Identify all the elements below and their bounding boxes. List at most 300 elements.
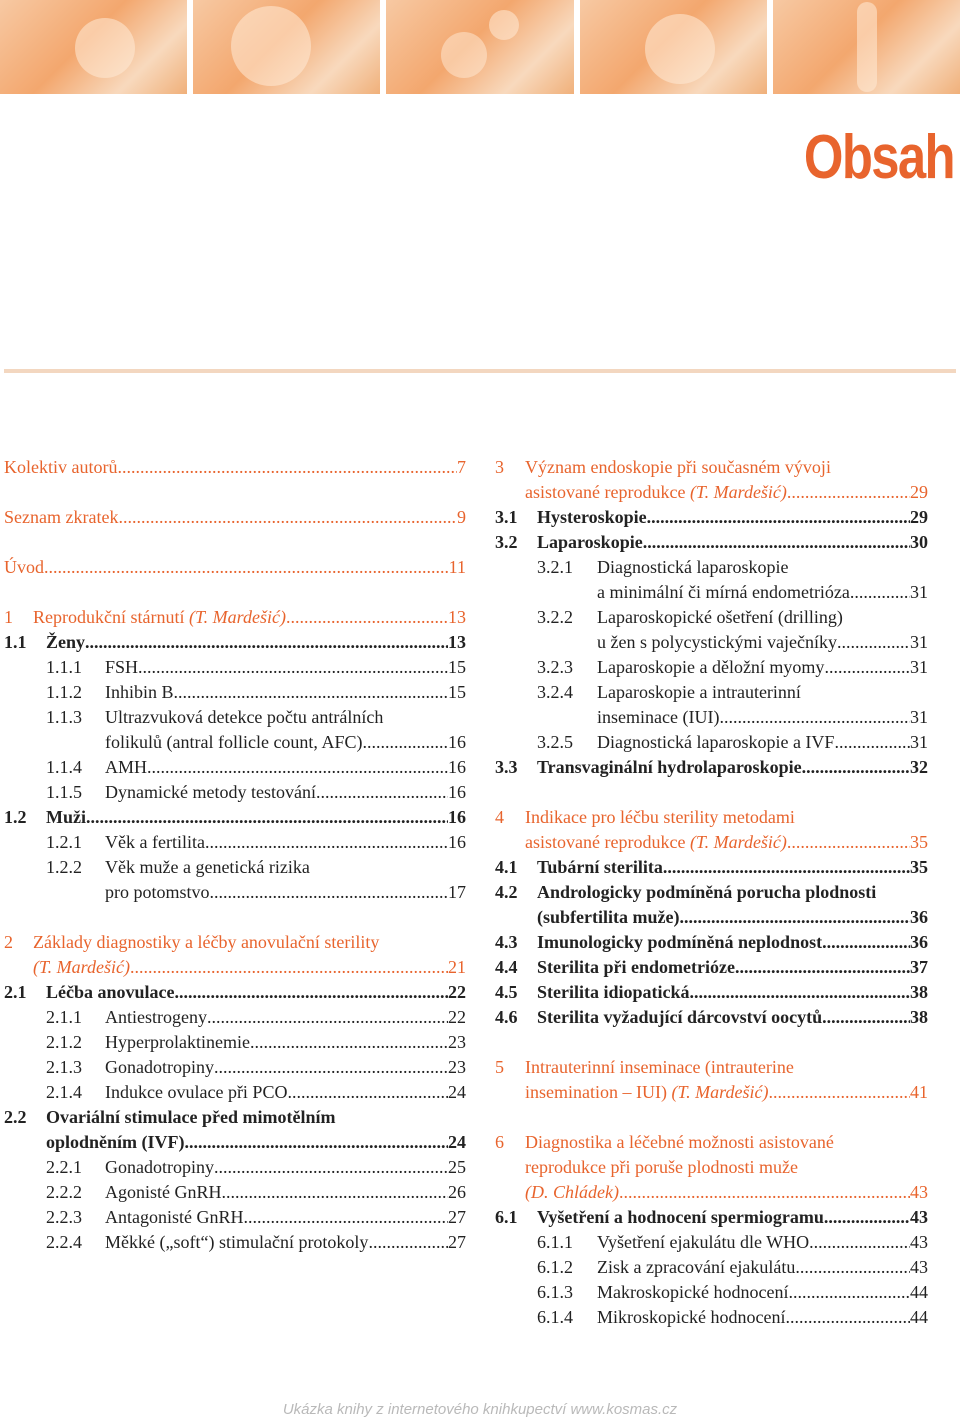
- toc-entry-line: [46, 980, 466, 1005]
- toc-entry: [495, 755, 928, 780]
- toc-entry-text: [537, 755, 928, 780]
- toc-entry-title: Diagnostická laparoskopie a IVF: [597, 732, 835, 752]
- toc-entry-author: (D. Chládek): [525, 1182, 619, 1202]
- toc-entry-title: Inhibin B: [105, 682, 174, 702]
- toc-spacer: [4, 530, 466, 555]
- toc-entry-author: (T. Mardešić): [33, 957, 130, 977]
- toc-entry: [495, 605, 928, 655]
- toc-entry-page: 35: [910, 857, 928, 877]
- toc-entry-line: [105, 1205, 466, 1230]
- leader-dots: [214, 1155, 448, 1180]
- toc-entry-line: [4, 505, 466, 530]
- leader-dots: [130, 955, 448, 980]
- toc-entry-number: 2.2.4: [46, 1232, 82, 1252]
- toc-entry-page: 31: [910, 732, 928, 752]
- toc-entry-title: Makroskopické hodnocení: [597, 1282, 789, 1302]
- toc-entry-line: Diagnostika a léčebné možnosti asistované: [525, 1132, 834, 1152]
- toc-entry-text: [105, 830, 466, 855]
- toc-entry-text: [537, 880, 928, 930]
- toc-entry: [4, 605, 466, 630]
- toc-entry-text: [105, 780, 466, 805]
- toc-entry: [4, 655, 466, 680]
- toc-entry-text: [537, 980, 928, 1005]
- leader-dots: [214, 1055, 448, 1080]
- toc-entry-number: 2.2: [4, 1107, 27, 1127]
- leader-dots: [287, 1080, 448, 1105]
- toc-entry-title: asistované reprodukce: [525, 832, 686, 852]
- leader-dots: [834, 730, 910, 755]
- toc-entry-text: [537, 955, 928, 980]
- leader-dots: [850, 580, 910, 605]
- toc-entry-title: Věk a fertilita: [105, 832, 205, 852]
- toc-entry-line: Věk muže a genetická rizika: [105, 857, 310, 877]
- toc-entry-page: 27: [448, 1207, 466, 1227]
- toc-entry-page: 41: [910, 1082, 928, 1102]
- toc-entry-line: [597, 1230, 928, 1255]
- leader-dots: [785, 1305, 910, 1330]
- leader-dots: [802, 755, 910, 780]
- toc-entry-page: 22: [448, 982, 466, 1002]
- toc-entry-line: [537, 980, 928, 1005]
- toc-entry-number: 3.1: [495, 507, 518, 527]
- toc-entry-line: Ovariální stimulace před mimotělním: [46, 1107, 336, 1127]
- toc-entry: [4, 1155, 466, 1180]
- toc-entry-text: [105, 1205, 466, 1230]
- toc-entry-text: [105, 705, 466, 755]
- toc-entry: [4, 505, 466, 530]
- toc-entry-line: Intrauterinní inseminace (intrauterine: [525, 1057, 794, 1077]
- toc-spacer: [4, 580, 466, 605]
- toc-entry-number: 2: [4, 932, 13, 952]
- toc-entry-page: 13: [448, 632, 466, 652]
- leader-dots: [679, 905, 910, 930]
- toc-entry-line: [105, 1230, 466, 1255]
- toc-entry: [495, 855, 928, 880]
- toc-entry-page: 9: [457, 507, 466, 527]
- toc-entry-number: 1.1.2: [46, 682, 82, 702]
- toc-entry-number: 1.2.1: [46, 832, 82, 852]
- toc-entry-page: 21: [448, 957, 466, 977]
- header-photo-strip: [0, 0, 960, 94]
- toc-entry-text: [597, 730, 928, 755]
- toc-entry-page: 38: [910, 1007, 928, 1027]
- leader-dots: [362, 730, 448, 755]
- toc-entry-number: 6: [495, 1132, 504, 1152]
- toc-entry: [495, 1305, 928, 1330]
- toc-entry-number: 3.2.2: [537, 607, 573, 627]
- toc-entry-title: Úvod: [4, 557, 44, 577]
- toc-entry: [495, 1280, 928, 1305]
- toc-entry-number: 2.1: [4, 982, 27, 1002]
- toc-entry-page: 16: [448, 757, 466, 777]
- toc-entry: [495, 505, 928, 530]
- toc-entry-number: 6.1.4: [537, 1307, 573, 1327]
- toc-entry-line: [105, 1005, 466, 1030]
- toc-entry: [495, 655, 928, 680]
- toc-entry-number: 4: [495, 807, 504, 827]
- toc-entry-text: [105, 1180, 466, 1205]
- toc-entry-page: 27: [448, 1232, 466, 1252]
- toc-entry: [4, 930, 466, 980]
- leader-dots: [787, 830, 910, 855]
- leader-dots: [822, 1005, 910, 1030]
- toc-entry-page: 43: [910, 1207, 928, 1227]
- toc-entry-text: [537, 1205, 928, 1230]
- toc-entry-title: FSH: [105, 657, 139, 677]
- toc-entry: [495, 1255, 928, 1280]
- toc-entry-line: [597, 705, 928, 730]
- toc-entry: [4, 1230, 466, 1255]
- leader-dots: [316, 780, 448, 805]
- toc-entry-title: asistované reprodukce: [525, 482, 686, 502]
- leader-dots: [86, 805, 448, 830]
- toc-entry-title: insemination – IUI): [525, 1082, 667, 1102]
- toc-entry-title: Gonadotropiny: [105, 1057, 214, 1077]
- toc-entry-text: [537, 930, 928, 955]
- toc-entry-number: 3.2.5: [537, 732, 573, 752]
- leader-dots: [205, 830, 448, 855]
- toc-entry-title: u žen s polycystickými vaječníky: [597, 632, 837, 652]
- toc-entry-line: [105, 655, 466, 680]
- toc-entry-title: Seznam zkratek: [4, 507, 119, 527]
- toc-entry-page: 16: [448, 732, 466, 752]
- toc-entry-author: (T. Mardešić): [689, 482, 787, 502]
- leader-dots: [795, 1255, 910, 1280]
- leader-dots: [619, 1180, 910, 1205]
- toc-entry: [495, 555, 928, 605]
- leader-dots: [788, 1280, 910, 1305]
- leader-dots: [210, 880, 448, 905]
- toc-entry-number: 4.1: [495, 857, 518, 877]
- toc-entry-line: [597, 1280, 928, 1305]
- toc-entry-number: 1.1.3: [46, 707, 82, 727]
- toc-entry: [4, 980, 466, 1005]
- toc-entry-line: [537, 1005, 928, 1030]
- toc-entry-title: (subfertilita muže): [537, 907, 680, 927]
- leader-dots: [117, 455, 457, 480]
- toc-entry: [4, 630, 466, 655]
- toc-entry: [4, 705, 466, 755]
- toc-entry-title: Transvaginální hydrolaparoskopie: [537, 757, 802, 777]
- toc-entry-number: 1.2.2: [46, 857, 82, 877]
- toc-entry-author: (T. Mardešić): [671, 1082, 769, 1102]
- toc-entry-number: 1.1.5: [46, 782, 82, 802]
- toc-entry-line: [537, 930, 928, 955]
- toc-entry: [495, 455, 928, 505]
- header-photo-5: [773, 0, 960, 94]
- toc-entry-page: 17: [448, 882, 466, 902]
- toc-entry-title: Ženy: [46, 632, 86, 652]
- toc-entry-title: Antiestrogeny: [105, 1007, 207, 1027]
- toc-entry-text: [537, 530, 928, 555]
- toc-entry-text: [537, 505, 928, 530]
- toc-entry-author: (T. Mardešić): [689, 832, 787, 852]
- toc-entry-text: [597, 1255, 928, 1280]
- toc-entry-line: [537, 755, 928, 780]
- toc-entry: [4, 805, 466, 830]
- toc-entry: [4, 455, 466, 480]
- toc-entry-line: [46, 630, 466, 655]
- leader-dots: [735, 955, 910, 980]
- toc-entry-page: 7: [457, 457, 466, 477]
- toc-entry-line: [105, 1030, 466, 1055]
- toc-entry-text: [525, 805, 928, 855]
- toc-entry-text: [33, 930, 466, 980]
- toc-entry: [4, 780, 466, 805]
- toc-entry-line: [105, 680, 466, 705]
- toc-entry: [495, 530, 928, 555]
- toc-entry-page: 15: [448, 682, 466, 702]
- toc-entry-title: pro potomstvo: [105, 882, 210, 902]
- toc-entry-page: 11: [448, 557, 466, 577]
- toc-entry-title: Laparoskopie: [537, 532, 643, 552]
- toc-entry: [495, 805, 928, 855]
- toc-entry-title: Tubární sterilita: [537, 857, 663, 877]
- toc-entry-text: [597, 555, 928, 605]
- toc-entry-text: [105, 1230, 466, 1255]
- toc-entry-line: Laparoskopické ošetření (drilling): [597, 607, 843, 627]
- toc-entry: [495, 680, 928, 730]
- leader-dots: [822, 930, 910, 955]
- toc-entry-author: (T. Mardešić): [188, 607, 286, 627]
- leader-dots: [690, 980, 911, 1005]
- toc-entry-page: 24: [448, 1082, 466, 1102]
- toc-entry-number: 6.1.3: [537, 1282, 573, 1302]
- toc-entry-line: [105, 880, 466, 905]
- toc-entry-page: 31: [910, 657, 928, 677]
- toc-entry-number: 4.4: [495, 957, 518, 977]
- toc-entry-line: [105, 755, 466, 780]
- toc-entry-number: 4.5: [495, 982, 518, 1002]
- toc-entry-number: 2.1.3: [46, 1057, 82, 1077]
- toc-entry-title: a minimální či mírná endometrióza: [597, 582, 850, 602]
- toc-entry-text: [105, 1030, 466, 1055]
- toc-entry-line: Základy diagnostiky a léčby anovulační sterility: [33, 932, 380, 952]
- toc-entry-line: [597, 730, 928, 755]
- toc-entry-line: reprodukce při poruše plodnosti muže: [525, 1157, 798, 1177]
- leader-dots: [787, 480, 910, 505]
- toc-entry: [495, 880, 928, 930]
- toc-entry-title: Zisk a zpracování ejakulátu: [597, 1257, 796, 1277]
- toc-entry-page: 43: [910, 1232, 928, 1252]
- toc-entry-line: Andrologicky podmíněná porucha plodnosti: [537, 882, 877, 902]
- toc-entry-text: [105, 1155, 466, 1180]
- toc-entry-page: 31: [910, 707, 928, 727]
- toc-entry-line: [525, 1180, 928, 1205]
- toc-entry-page: 15: [448, 657, 466, 677]
- toc-entry-title: Antagonisté GnRH: [105, 1207, 244, 1227]
- toc-entry-line: [537, 855, 928, 880]
- toc-entry-text: [597, 680, 928, 730]
- toc-entry-line: [105, 730, 466, 755]
- leader-dots: [824, 655, 910, 680]
- toc-entry-page: 24: [448, 1132, 466, 1152]
- toc-entry-page: 32: [910, 757, 928, 777]
- toc-entry-title: Hyperprolaktinemie: [105, 1032, 250, 1052]
- toc-entry-line: [105, 830, 466, 855]
- toc-entry-line: Laparoskopie a intrauterinní: [597, 682, 801, 702]
- divider: [4, 369, 956, 373]
- toc-entry-page: 43: [910, 1182, 928, 1202]
- leader-dots: [809, 1230, 910, 1255]
- toc-entry-page: 16: [448, 807, 466, 827]
- toc-entry: [495, 955, 928, 980]
- toc-entry-line: [46, 805, 466, 830]
- leader-dots: [368, 1230, 448, 1255]
- leader-dots: [286, 605, 448, 630]
- toc-entry: [495, 1130, 928, 1205]
- toc-entry-line: Ultrazvuková detekce počtu antrálních: [105, 707, 384, 727]
- toc-entry: [4, 680, 466, 705]
- toc-entry-line: [4, 455, 466, 480]
- leader-dots: [663, 855, 910, 880]
- toc-entry-number: 4.3: [495, 932, 518, 952]
- toc-entry-number: 1.1.4: [46, 757, 82, 777]
- toc-entry: [4, 1180, 466, 1205]
- toc-entry-text: [597, 1230, 928, 1255]
- toc-entry-title: Mikroskopické hodnocení: [597, 1307, 786, 1327]
- toc-entry-text: [4, 555, 466, 580]
- toc-entry-title: folikulů (antral follicle count, AFC): [105, 732, 363, 752]
- toc-entry: [495, 1055, 928, 1105]
- toc-entry-line: [597, 630, 928, 655]
- leader-dots: [824, 1205, 910, 1230]
- toc-entry-page: 22: [448, 1007, 466, 1027]
- toc-entry-line: [46, 1130, 466, 1155]
- toc-entry: [4, 1080, 466, 1105]
- toc-entry-number: 4.6: [495, 1007, 518, 1027]
- toc-spacer: [495, 1105, 928, 1130]
- toc-entry-title: Sterilita vyžadující dárcovství oocytů: [537, 1007, 823, 1027]
- toc-spacer: [495, 1030, 928, 1055]
- leader-dots: [837, 630, 910, 655]
- toc-entry: [4, 1030, 466, 1055]
- toc-entry-page: 16: [448, 832, 466, 852]
- leader-dots: [44, 555, 449, 580]
- toc-entry-title: AMH: [105, 757, 148, 777]
- toc-entry-number: 1.1.1: [46, 657, 82, 677]
- toc-entry-title: Kolektiv autorů: [4, 457, 118, 477]
- header-photo-1: [0, 0, 187, 94]
- toc-entry-title: Vyšetření ejakulátu dle WHO: [597, 1232, 810, 1252]
- toc-entry-line: [105, 1155, 466, 1180]
- toc-entry-line: Indikace pro léčbu sterility metodami: [525, 807, 795, 827]
- toc-entry-title: Gonadotropiny: [105, 1157, 214, 1177]
- toc-entry-text: [525, 1130, 928, 1205]
- toc-entry-text: [525, 455, 928, 505]
- toc-entry-number: 2.1.1: [46, 1007, 82, 1027]
- toc-entry-text: [105, 1055, 466, 1080]
- toc-entry: [4, 1005, 466, 1030]
- toc-entry-title: Hysteroskopie: [537, 507, 647, 527]
- toc-entry-number: 3: [495, 457, 504, 477]
- header-photo-2: [193, 0, 380, 94]
- leader-dots: [768, 1080, 910, 1105]
- toc-entry: [495, 730, 928, 755]
- toc-entry: [495, 980, 928, 1005]
- toc-entry-line: [105, 1055, 466, 1080]
- header-photo-4: [580, 0, 767, 94]
- leader-dots: [207, 1005, 448, 1030]
- toc-entry-page: 16: [448, 782, 466, 802]
- toc-entry-text: [537, 1005, 928, 1030]
- toc-entry-line: [105, 1080, 466, 1105]
- toc-entry-text: [537, 855, 928, 880]
- toc-entry-line: [537, 1205, 928, 1230]
- toc-entry-text: [105, 1005, 466, 1030]
- toc-entry-line: [105, 780, 466, 805]
- toc-entry-title: Léčba anovulace: [46, 982, 175, 1002]
- leader-dots: [719, 705, 910, 730]
- toc-entry-page: 35: [910, 832, 928, 852]
- toc-entry-number: 2.1.4: [46, 1082, 82, 1102]
- toc-entry-text: [597, 655, 928, 680]
- toc-entry-title: Dynamické metody testování: [105, 782, 316, 802]
- toc-entry-title: Muži: [46, 807, 86, 827]
- toc-entry: [495, 930, 928, 955]
- toc-entry-text: [33, 605, 466, 630]
- toc-entry-page: 26: [448, 1182, 466, 1202]
- leader-dots: [244, 1205, 449, 1230]
- toc-entry: [4, 830, 466, 855]
- toc-entry: [4, 555, 466, 580]
- toc-entry-line: [537, 905, 928, 930]
- toc-entry-text: [46, 805, 466, 830]
- toc-spacer: [495, 780, 928, 805]
- leader-dots: [85, 630, 448, 655]
- leader-dots: [643, 530, 910, 555]
- toc-entry-page: 44: [910, 1307, 928, 1327]
- toc-entry: [4, 1205, 466, 1230]
- toc-entry-number: 6.1.1: [537, 1232, 573, 1252]
- toc-entry-number: 6.1.2: [537, 1257, 573, 1277]
- toc-entry-number: 3.3: [495, 757, 518, 777]
- leader-dots: [138, 655, 448, 680]
- toc-entry-page: 44: [910, 1282, 928, 1302]
- toc-left-column: [4, 455, 466, 1255]
- leader-dots: [185, 1130, 448, 1155]
- toc-entry-title: Sterilita idiopatická: [537, 982, 690, 1002]
- toc-entry-title: Reprodukční stárnutí: [33, 607, 185, 627]
- toc-entry-text: [525, 1055, 928, 1105]
- toc-entry-text: [4, 505, 466, 530]
- toc-entry-title: Měkké („soft“) stimulační protokoly: [105, 1232, 369, 1252]
- toc-entry-title: Laparoskopie a děložní myomy: [597, 657, 825, 677]
- leader-dots: [147, 755, 448, 780]
- toc-entry-title: inseminace (IUI): [597, 707, 720, 727]
- toc-entry-line: Význam endoskopie při současném vývoji: [525, 457, 831, 477]
- toc-entry-number: 3.2.3: [537, 657, 573, 677]
- toc-entry: [4, 1055, 466, 1080]
- toc-entry-number: 1: [4, 607, 13, 627]
- toc-entry-page: 23: [448, 1057, 466, 1077]
- leader-dots: [250, 1030, 448, 1055]
- toc-right-column: [495, 455, 928, 1330]
- toc-entry-page: 31: [910, 582, 928, 602]
- toc-entry-text: [4, 455, 466, 480]
- toc-entry-text: [105, 655, 466, 680]
- toc-entry-line: [597, 1255, 928, 1280]
- toc-entry-page: 23: [448, 1032, 466, 1052]
- toc-entry-line: [525, 1080, 928, 1105]
- toc-entry-page: 36: [910, 907, 928, 927]
- toc-entry-number: 6.1: [495, 1207, 518, 1227]
- toc-entry-line: [597, 580, 928, 605]
- toc-entry-line: [537, 530, 928, 555]
- toc-entry-page: 29: [910, 482, 928, 502]
- toc-entry-number: 2.2.1: [46, 1157, 82, 1177]
- toc-entry-number: 4.2: [495, 882, 518, 902]
